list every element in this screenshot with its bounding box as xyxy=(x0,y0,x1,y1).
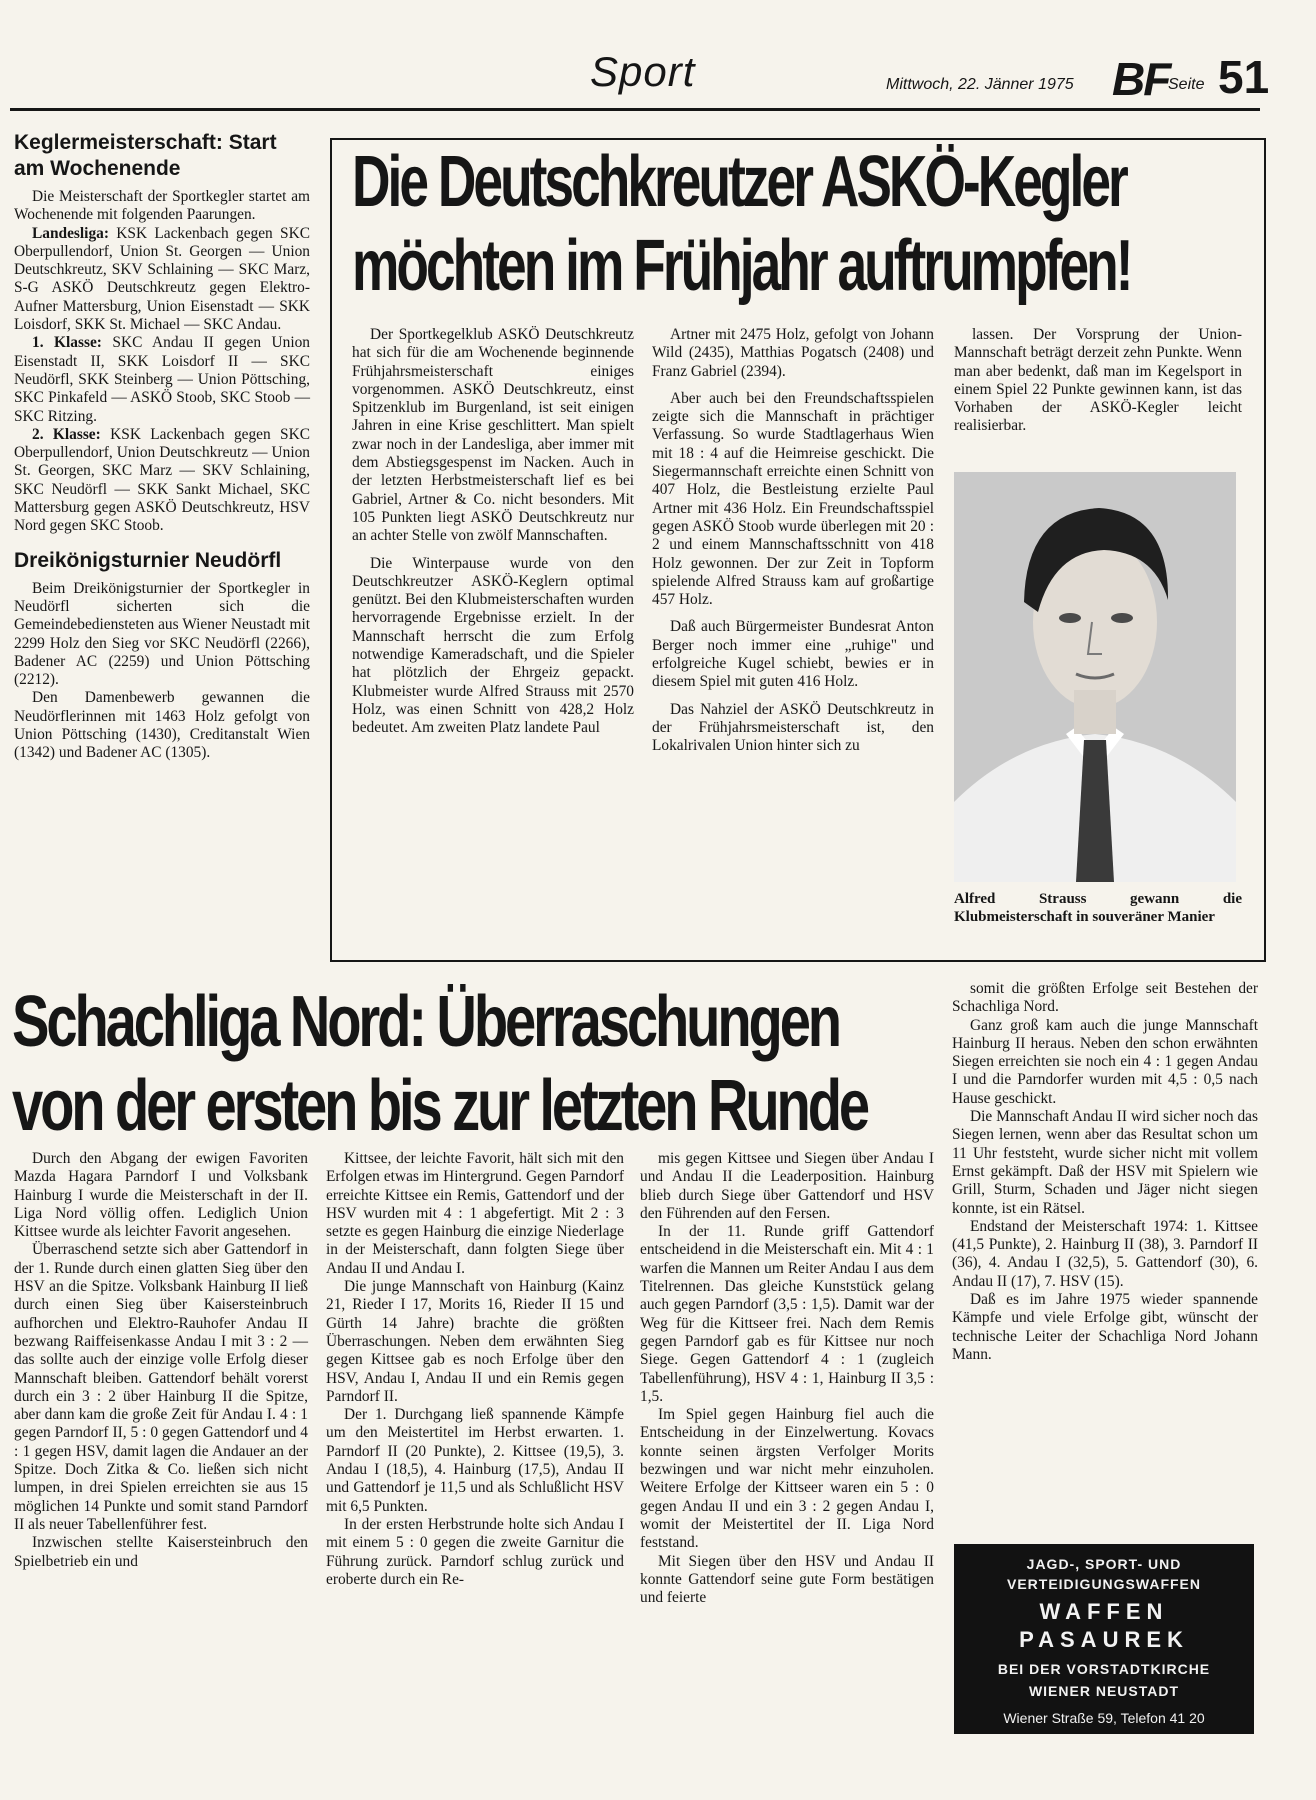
paragraph: Mit Siegen über den HSV und Andau II konnte Gattendorf seine gute Form bestätigen und feierte xyxy=(640,1552,934,1607)
chess-column-4 xyxy=(952,980,1258,1364)
ad-address: Wiener Straße 59, Telefon 41 20 xyxy=(1003,1710,1205,1726)
league-pairings: KSK Lackenbach gegen SKC Oberpullendorf, Union St. Georgen — Union Deutschkreutz, SKV Schlaining — SKC Marz, S-G ASKÖ Deutschkreutz gegen Elektro-Aufner Mattersburg, Union Eisenstadt — SKK Loisdorf, SKK St. Michael — SKC Andau. xyxy=(14,224,310,334)
headline-line: von der ersten bis zur letzten Runde xyxy=(12,1066,868,1146)
paragraph: Kittsee, der leichte Favorit, hält sich mit den Erfolgen etwas im Hintergrund. Gegen Parndorf erreichte Kittsee ein Remis, Gattendorf und der HSV wurden mit 4 : 1 abgefertigt. Mit 2 : 3 setzte es gegen Hainburg die einzige Niederlage in der Meisterschaft, dann folgten Siege über Andau II und Andau I. xyxy=(326,1150,624,1277)
feature-column-1 xyxy=(352,326,634,738)
paragraph: mis gegen Kittsee und Siegen über Andau I und Andau II die Leaderposition. Hainburg blieb durch Siege über Gattendorf und HSV den Führenden auf den Fersen. xyxy=(640,1150,934,1222)
section-title: Sport xyxy=(590,48,696,95)
newspaper-logo: BF xyxy=(1112,53,1170,105)
paragraph xyxy=(14,334,310,425)
advertisement-box xyxy=(954,1544,1254,1734)
paragraph: lassen. Der Vorsprung der Union-Mannschaft beträgt derzeit zehn Punkte. Wenn man aber bedenkt, daß man im Kegelsport in einem Spiel 22 Punkte gewinnen kann, ist das Vorhaben der ASKÖ-Kegler leicht realisierbar. xyxy=(954,326,1242,435)
paragraph: In der 11. Runde griff Gattendorf entscheidend in die Meisterschaft ein. Mit 4 : 1 warfen die Mannen um Reiter Andau I aus dem Titelrennen. Das gleiche Kunststück gelang auch gegen Parndorf (3,5 : 1,5). Damit war der Weg für die Kittseer frei. Nach dem Remis gegen Parndorf gab es für Kittsee nur noch Siege. Gegen Gattendorf 4 : 1 (zugleich Tabellenführung), HSV 4 : 1, Hainburg II 3,5 : 1,5. xyxy=(640,1223,934,1405)
page-label: Seite xyxy=(1168,76,1205,93)
headline-line: möchten im Frühjahr auftrumpfen! xyxy=(352,226,1131,306)
keglermeisterschaft-headline: Keglermeisterschaft: Start am Wochenende xyxy=(14,131,277,180)
paragraph: Inzwischen stellte Kaisersteinbruch den Spielbetrieb ein und xyxy=(14,1534,308,1570)
headline-line: Schachliga Nord: Überraschungen xyxy=(12,982,839,1062)
paragraph: Den Damenbewerb gewannen die Neudörflerinnen mit 1463 Holz gefolgt von Union Pöttsching (1430), Creditanstalt Wien (1342) und Badener AC (1305). xyxy=(14,689,310,762)
header-rule xyxy=(10,108,1260,111)
portrait-illustration xyxy=(954,472,1236,882)
chess-column-1 xyxy=(14,1150,308,1571)
paragraph: Die Mannschaft Andau II wird sicher noch das Siegen lernen, wenn aber das Resultat schon um 11 Uhr feststeht, wurde sicher nicht mit vollem Ernst gekämpft. Daß der HSV mit Spielern wie Grill, Sturm, Schaden und Jäger nicht siegen konnte, ist ein Rätsel. xyxy=(952,1108,1258,1217)
paragraph: Überraschend setzte sich aber Gattendorf in der 1. Runde durch einen glatten Sieg über den HSV an die Spitze. Volksbank Hainburg II ließ durch einen Sieg über Kaisersteinbruch aufhorchen und Elektro-Rauhofer Andau II bezwang Raiffeisenkasse Andau I mit 3 : 2 — das sollte auch der einzige volle Erfolg dieser Mannschaft bleiben. Gattendorf behält vorerst durch ein 3 : 2 über Hainburg II die Spitze, aber dann kam die große Zeit für Andau I. 4 : 1 gegen Parndorf II, 5 : 0 gegen Gattendorf und 4 : 1 gegen HSV, damit lagen die Andauer an der Spitze. Doch Zitka & Co. ließen sich nicht lumpen, in drei Spielen erreichten sie aus 15 möglichen 14 Punkte und somit stand Parndorf II als neuer Tabellenführer fest. xyxy=(14,1241,308,1533)
paragraph: Daß es im Jahre 1975 wieder spannende Kämpfe und viele Erfolge gibt, wünscht der technische Leiter der Schachliga Nord Johann Mann. xyxy=(952,1291,1258,1363)
paragraph: Die Winterpause wurde von den Deutschkreutzer ASKÖ-Keglern optimal genützt. Bei den Klubmeisterschaften wurden hervorragende Ergebnisse erzielt. In der Mannschaft herrscht die zum Erfolg notwendige Kameradschaft, und die Spieler hat plötzlich der Ehrgeiz gepackt. Klubmeister wurde Alfred Strauss mit 2570 Holz, was einen Schnitt von 428,2 Holz bedeutet. Am zweiten Platz landete Paul xyxy=(352,554,634,737)
feature-column-3 xyxy=(954,326,1242,436)
chess-headline xyxy=(12,980,868,1148)
ad-brand-name: PASAUREK xyxy=(1019,1627,1189,1652)
dreikoenigsturnier-headline: Dreikönigsturnier Neudörfl xyxy=(14,548,282,572)
ad-brand-line: WAFFEN xyxy=(1039,1599,1169,1624)
paragraph: somit die größten Erfolge seit Bestehen der Schachliga Nord. xyxy=(952,980,1258,1016)
ad-location: BEI DER VORSTADTKIRCHE xyxy=(997,1661,1211,1677)
photo-caption: Alfred Strauss gewann die Klubmeisterschaft in souveräner Manier xyxy=(954,891,1242,925)
sidebar-column xyxy=(14,130,310,763)
paragraph: Die junge Mannschaft von Hainburg (Kainz 21, Rieder I 17, Morits 16, Rieder II 15 und Gürth 14 Jahre) brachte die größten Überraschungen. Neben dem erwähnten Sieg gegen Kittsee gab es noch Erfolge über den HSV, Andau I, Andau II und ein Remis gegen Parndorf II. xyxy=(326,1278,624,1405)
league-label: 1. Klasse: xyxy=(32,334,102,352)
ad-tagline: JAGD-, SPORT- UND VERTEIDIGUNGSWAFFEN xyxy=(1006,1556,1201,1592)
league-label: 2. Klasse: xyxy=(32,425,101,443)
player-photo xyxy=(954,472,1236,882)
ad-city: WIENER NEUSTADT xyxy=(1028,1683,1180,1699)
dreikoenigsturnier-body xyxy=(14,580,310,763)
paragraph: Durch den Abgang der ewigen Favoriten Mazda Hagara Parndorf I und Volksbank Hainburg I wurde die Meisterschaft in der II. Liga Nord völlig offen. Lediglich Union Kittsee wurde als leichter Favorit angesehen. xyxy=(14,1150,308,1241)
league-label: Landesliga: xyxy=(32,224,109,242)
feature-headline xyxy=(352,140,1131,308)
paragraph: In der ersten Herbstrunde holte sich Andau I mit einem 5 : 0 gegen die zweite Garnitur die Führung zurück. Parndorf schlug zurück und eroberte durch ein Re- xyxy=(326,1515,624,1588)
league-pairings: SKC Andau II gegen Union Eisenstadt II, SKK Loisdorf II — SKC Neudörfl, SKK Steinberg — Union Pöttsching, SKC Pinkafeld — ASKÖ Stoob, SKC Stoob — SKC Ritzing. xyxy=(14,334,310,425)
paragraph: Der Sportkegelklub ASKÖ Deutschkreutz hat sich für die am Wochenende beginnende Frühjahrsmeisterschaft einiges vorgenommen. ASKÖ Deutschkreutz, einst Spitzenklub im Burgenland, ist seit einigen Jahren in eine Krise geschlittert. Man spielt zwar noch in der Landesliga, aber immer mit dem Abstiegsgespenst im Nacken. Auch in der letzten Herbstmeisterschaft lief es bei Gabriel, Artner & Co. nicht besonders. Mit 105 Punkten liegt ASKÖ Deutschkreutz nur an achter Stelle von zwölf Mannschaften. xyxy=(352,326,634,545)
paragraph xyxy=(14,426,310,536)
paragraph: Der 1. Durchgang ließ spannende Kämpfe um den Meistertitel im Herbst erwarten. 1. Parndorf II (20 Punkte), 2. Kittsee (19,5), 3. Andau I (18,5), 4. Hainburg (17,5), Andau II und Gattendorf je 11,5 und als Schlußlicht HSV mit 6,5 Punkten. xyxy=(326,1406,624,1515)
league-pairings: KSK Lackenbach gegen SKC Oberpullendorf, Union Deutschkreutz — Union St. Georgen, SKC Marz — SKV Schlaining, SKC Neudörfl — SKK Sankt Michael, SKC Mattersburg gegen ASKÖ Deutschkreutz, HSV Nord gegen SKC Stoob. xyxy=(14,425,310,535)
keglermeisterschaft-body xyxy=(14,188,310,536)
headline-line: Die Deutschkreutzer ASKÖ-Kegler xyxy=(352,142,1126,222)
paragraph xyxy=(14,225,310,335)
paragraph: Im Spiel gegen Hainburg fiel auch die Entscheidung in der Einzelwertung. Kovacs konnte seinen ärgsten Verfolger Morits bezwingen und war nicht mehr einzuholen. Weitere Erfolge der Kittseer waren ein 5 : 0 gegen Andau II und ein 3 : 2 gegen Andau I, womit der Meistertitel der II. Liga Nord feststand. xyxy=(640,1406,934,1552)
paragraph: Die Meisterschaft der Sportkegler startet am Wochenende mit folgenden Paarungen. xyxy=(14,188,310,224)
paragraph: Beim Dreikönigsturnier der Sportkegler in Neudörfl sicherten sich die Gemeindebediensteten aus Wiener Neustadt mit 2299 Holz den Sieg vor SKC Neudörfl (2266), Badener AC (2259) und Union Pöttsching (2212). xyxy=(14,579,310,689)
paragraph: Ganz groß kam auch die junge Mannschaft Hainburg II heraus. Neben den schon erwähnten Siegen erreichten sie noch ein 4 : 1 gegen Andau I und die Parndorfer wurden mit 4,5 : 0,5 nach Hause geschickt. xyxy=(952,1016,1258,1107)
chess-column-2 xyxy=(326,1150,624,1589)
issue-date: Mittwoch, 22. Jänner 1975 xyxy=(886,76,1074,93)
feature-column-2 xyxy=(652,326,934,756)
chess-column-3 xyxy=(640,1150,934,1607)
paragraph: Daß auch Bürgermeister Bundesrat Anton Berger noch immer eine „ruhige" und erfolgreiche Kugel schiebt, bewies er in diesem Spiel mit guten 416 Holz. xyxy=(652,618,934,691)
paragraph: Endstand der Meisterschaft 1974: 1. Kittsee (41,5 Punkte), 2. Hainburg II (38), 3. Parndorf II (36), 4. Andau I (32,5), 5. Gattendorf (30), 6. Andau II (17), 7. HSV (15). xyxy=(952,1217,1258,1290)
paragraph: Das Nahziel der ASKÖ Deutschkreutz in der Frühjahrsmeisterschaft ist, den Lokalrivalen Union hinter sich zu xyxy=(652,700,934,755)
page-number: 51 xyxy=(1218,51,1270,103)
paragraph: Aber auch bei den Freundschaftsspielen zeigte sich die Mannschaft in prächtiger Verfassung. So wurde Stadtlagerhaus Wien mit 18 : 4 auf die Heimreise geschickt. Die Siegermannschaft erreichte einen Schnitt von 407 Holz, die Bestleistung erzielte Paul Artner mit 436 Holz. Ein Freundschaftsspiel gegen ASKÖ Stoob wurde überlegen mit 20 : 2 und einem Mannschaftsschnitt von 418 Holz gewonnen. Der zur Zeit in Topform spielende Alfred Strauss kam auf großartige 457 Holz. xyxy=(652,389,934,609)
paragraph: Artner mit 2475 Holz, gefolgt von Johann Wild (2435), Matthias Pogatsch (2408) und Franz Gabriel (2394). xyxy=(652,326,934,380)
